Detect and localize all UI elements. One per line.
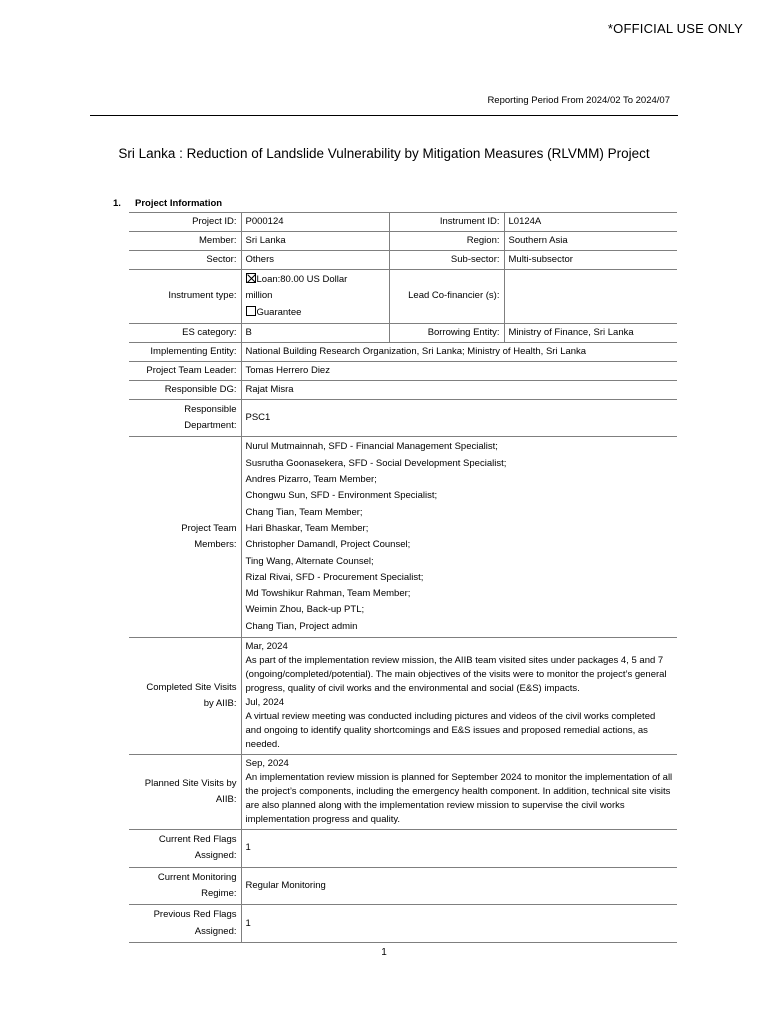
completed-visits-label — [129, 638, 241, 755]
team-member: Andres Pizarro, Team Member; — [245, 474, 377, 486]
monitoring-regime-label-line2: Regime: — [201, 887, 237, 899]
team-leader-value: Tomas Herrero Diez — [241, 361, 677, 380]
guarantee-text: Guarantee — [256, 306, 302, 318]
sector-label: Sector: — [129, 251, 241, 270]
planned-visits-label-line1: Planned Site Visits by — [144, 777, 237, 789]
project-info-table — [129, 212, 677, 943]
monitoring-regime-label-line1: Current Monitoring — [157, 871, 237, 883]
region-value: Southern Asia — [504, 232, 677, 251]
previous-red-flags-label-line1: Previous Red Flags — [153, 909, 237, 921]
row-implementing-entity — [129, 342, 677, 361]
team-member: Susrutha Goonasekera, SFD - Social Development Specialist; — [245, 457, 507, 469]
row-team-leader — [129, 361, 677, 380]
team-member: Rizal Rivai, SFD - Procurement Specialist; — [245, 571, 424, 583]
visit-description: As part of the implementation review mission, the AIIB team visited sites under packages 4, 5 and 7 (ongoing/completed/potential). The main objectives of the visits were to monitor the project’s general progress, quality of civil works and the environmental and social (E&S) impacts. — [245, 655, 667, 695]
row-previous-red-flags — [129, 905, 677, 943]
es-category-label: ES category: — [129, 323, 241, 342]
responsible-dept-label-line1: Responsible — [184, 403, 237, 415]
previous-red-flags-label — [129, 905, 241, 943]
visit-description: A virtual review meeting was conducted including pictures and videos of the civil works completed and ongoing to identify quality shortcomings and E&S issues and proposed remedial actions, as needed. — [245, 711, 656, 751]
row-responsible-dept — [129, 399, 677, 437]
current-red-flags-label-line1: Current Red Flags — [158, 834, 237, 846]
subsector-label: Sub-sector: — [389, 251, 504, 270]
instrument-id-label: Instrument ID: — [389, 213, 504, 232]
team-members-label-line1: Project Team — [181, 522, 237, 534]
section-heading — [113, 198, 222, 209]
team-member: Christopher Damandl, Project Counsel; — [245, 539, 411, 551]
loan-option — [246, 272, 385, 288]
responsible-dept-label — [129, 399, 241, 437]
team-members-label — [129, 437, 241, 638]
team-member: Nurul Mutmainnah, SFD - Financial Management Specialist; — [245, 441, 498, 453]
responsible-dg-label: Responsible DG: — [129, 380, 241, 399]
row-planned-visits — [129, 755, 677, 830]
instrument-type-label: Instrument type: — [129, 270, 241, 324]
member-label: Member: — [129, 232, 241, 251]
row-completed-visits — [129, 638, 677, 755]
section-number: 1. — [113, 198, 121, 209]
loan-text-cont: million — [245, 290, 273, 302]
team-member: Md Towshikur Rahman, Team Member; — [245, 588, 411, 600]
instrument-type-value — [241, 270, 389, 324]
implementing-entity-label: Implementing Entity: — [129, 342, 241, 361]
planned-visits-label — [129, 755, 241, 830]
borrowing-entity-label: Borrowing Entity: — [389, 323, 504, 342]
row-es-category — [129, 323, 677, 342]
row-sector — [129, 251, 677, 270]
reporting-period: Reporting Period From 2024/02 To 2024/07 — [487, 95, 670, 106]
completed-visits-value — [241, 638, 677, 755]
subsector-value: Multi-subsector — [504, 251, 677, 270]
visit-date: Jul, 2024 — [245, 697, 285, 709]
visit-date: Sep, 2024 — [245, 758, 289, 770]
visit-description: An implementation review mission is planned for September 2024 to monitor the implementation of all the project’s components, including the emergency health component. In addition, technical site visits are also planned along with the implementation review mission to supervise the civil works implementation progress and quality. — [245, 772, 673, 826]
row-current-red-flags — [129, 830, 677, 868]
es-category-value: B — [241, 323, 389, 342]
page-number: 1 — [381, 947, 387, 958]
row-monitoring-regime — [129, 867, 677, 905]
project-id-label: Project ID: — [129, 213, 241, 232]
document-title: Sri Lanka : Reduction of Landslide Vulnerability by Mitigation Measures (RLVMM) Project — [118, 146, 650, 161]
official-use-label: *OFFICIAL USE ONLY — [607, 21, 743, 36]
row-instrument-type — [129, 270, 677, 324]
project-id-value: P000124 — [241, 213, 389, 232]
lead-cofinancier-label: Lead Co-financier (s): — [389, 270, 504, 324]
loan-checkbox-checked-icon — [246, 273, 256, 283]
loan-text: Loan:80.00 US Dollar — [256, 274, 348, 285]
row-responsible-dg — [129, 380, 677, 399]
implementing-entity-value: National Building Research Organization, Sri Lanka; Ministry of Health, Sri Lanka — [241, 342, 677, 361]
completed-visits-label-line1: Completed Site Visits — [146, 681, 237, 693]
section-title: Project Information — [135, 198, 223, 209]
member-value: Sri Lanka — [241, 232, 389, 251]
row-project-id — [129, 213, 677, 232]
completed-visits-label-line2: by AIIB: — [203, 698, 237, 710]
visit-date: Mar, 2024 — [245, 641, 288, 653]
instrument-id-value: L0124A — [504, 213, 677, 232]
team-members-list — [241, 437, 677, 638]
responsible-dept-label-line2: Department: — [184, 420, 237, 432]
borrowing-entity-value: Ministry of Finance, Sri Lanka — [504, 323, 677, 342]
current-red-flags-value: 1 — [241, 830, 677, 868]
current-red-flags-label — [129, 830, 241, 868]
team-member: Chang Tian, Team Member; — [245, 506, 363, 518]
planned-visits-value — [241, 755, 677, 830]
sector-value: Others — [241, 251, 389, 270]
guarantee-checkbox-empty-icon — [246, 306, 256, 316]
row-member — [129, 232, 677, 251]
row-team-members — [129, 437, 677, 638]
monitoring-regime-value: Regular Monitoring — [241, 867, 677, 905]
monitoring-regime-label — [129, 867, 241, 905]
previous-red-flags-label-line2: Assigned: — [194, 925, 237, 937]
team-member: Ting Wang, Alternate Counsel; — [245, 555, 374, 567]
lead-cofinancier-value — [504, 270, 677, 324]
region-label: Region: — [389, 232, 504, 251]
team-member: Chongwu Sun, SFD - Environment Specialist; — [245, 490, 438, 502]
current-red-flags-label-line2: Assigned: — [194, 850, 237, 862]
team-member: Hari Bhaskar, Team Member; — [245, 522, 369, 534]
team-member: Weimin Zhou, Back-up PTL; — [245, 604, 365, 616]
team-leader-label: Project Team Leader: — [129, 361, 241, 380]
previous-red-flags-value: 1 — [241, 905, 677, 943]
responsible-dg-value: Rajat Misra — [241, 380, 677, 399]
team-member: Chang Tian, Project admin — [245, 620, 358, 632]
team-members-label-line2: Members: — [194, 539, 237, 551]
header-divider — [90, 115, 678, 116]
responsible-dept-value: PSC1 — [241, 399, 677, 437]
guarantee-option — [246, 305, 385, 321]
planned-visits-label-line2: AIIB: — [215, 794, 237, 806]
